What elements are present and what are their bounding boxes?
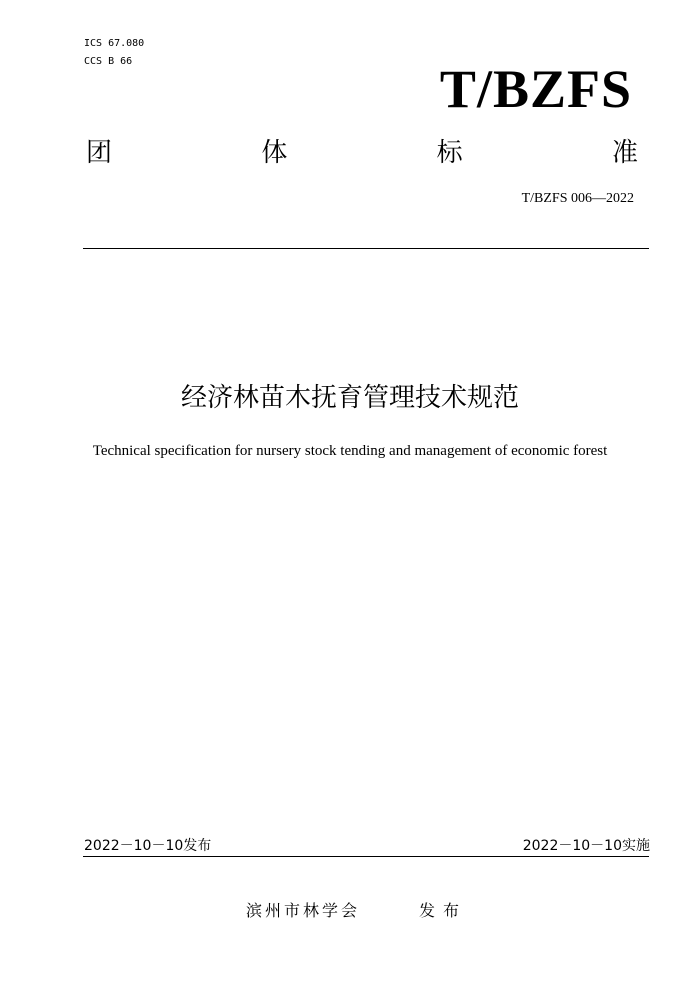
document-title-chinese: 经济林苗木抚育管理技术规范 (180, 383, 519, 413)
publish-label: 发布 (419, 901, 468, 920)
footer-divider (83, 856, 649, 857)
standard-kind-char: 团 (86, 138, 113, 168)
header-divider (83, 248, 649, 249)
standard-brand-logo: T/BZFS (439, 59, 632, 119)
ccs-code: CCS B 66 (84, 56, 133, 67)
publish-date: 2022－10－10发布 (84, 838, 212, 854)
ics-code: ICS 67.080 (84, 38, 145, 49)
standard-kind-char: 体 (261, 138, 288, 168)
standard-number: T/BZFS 006—2022 (521, 191, 634, 206)
standard-kind-heading (86, 136, 638, 170)
publisher-name: 滨州市林学会 (246, 901, 361, 920)
implement-date: 2022－10－10实施 (522, 838, 650, 854)
document-title-english: Technical specification for nursery stock tending and management of economic forest (92, 443, 608, 459)
standard-kind-char: 标 (436, 138, 463, 168)
standard-kind-char: 准 (611, 138, 638, 168)
